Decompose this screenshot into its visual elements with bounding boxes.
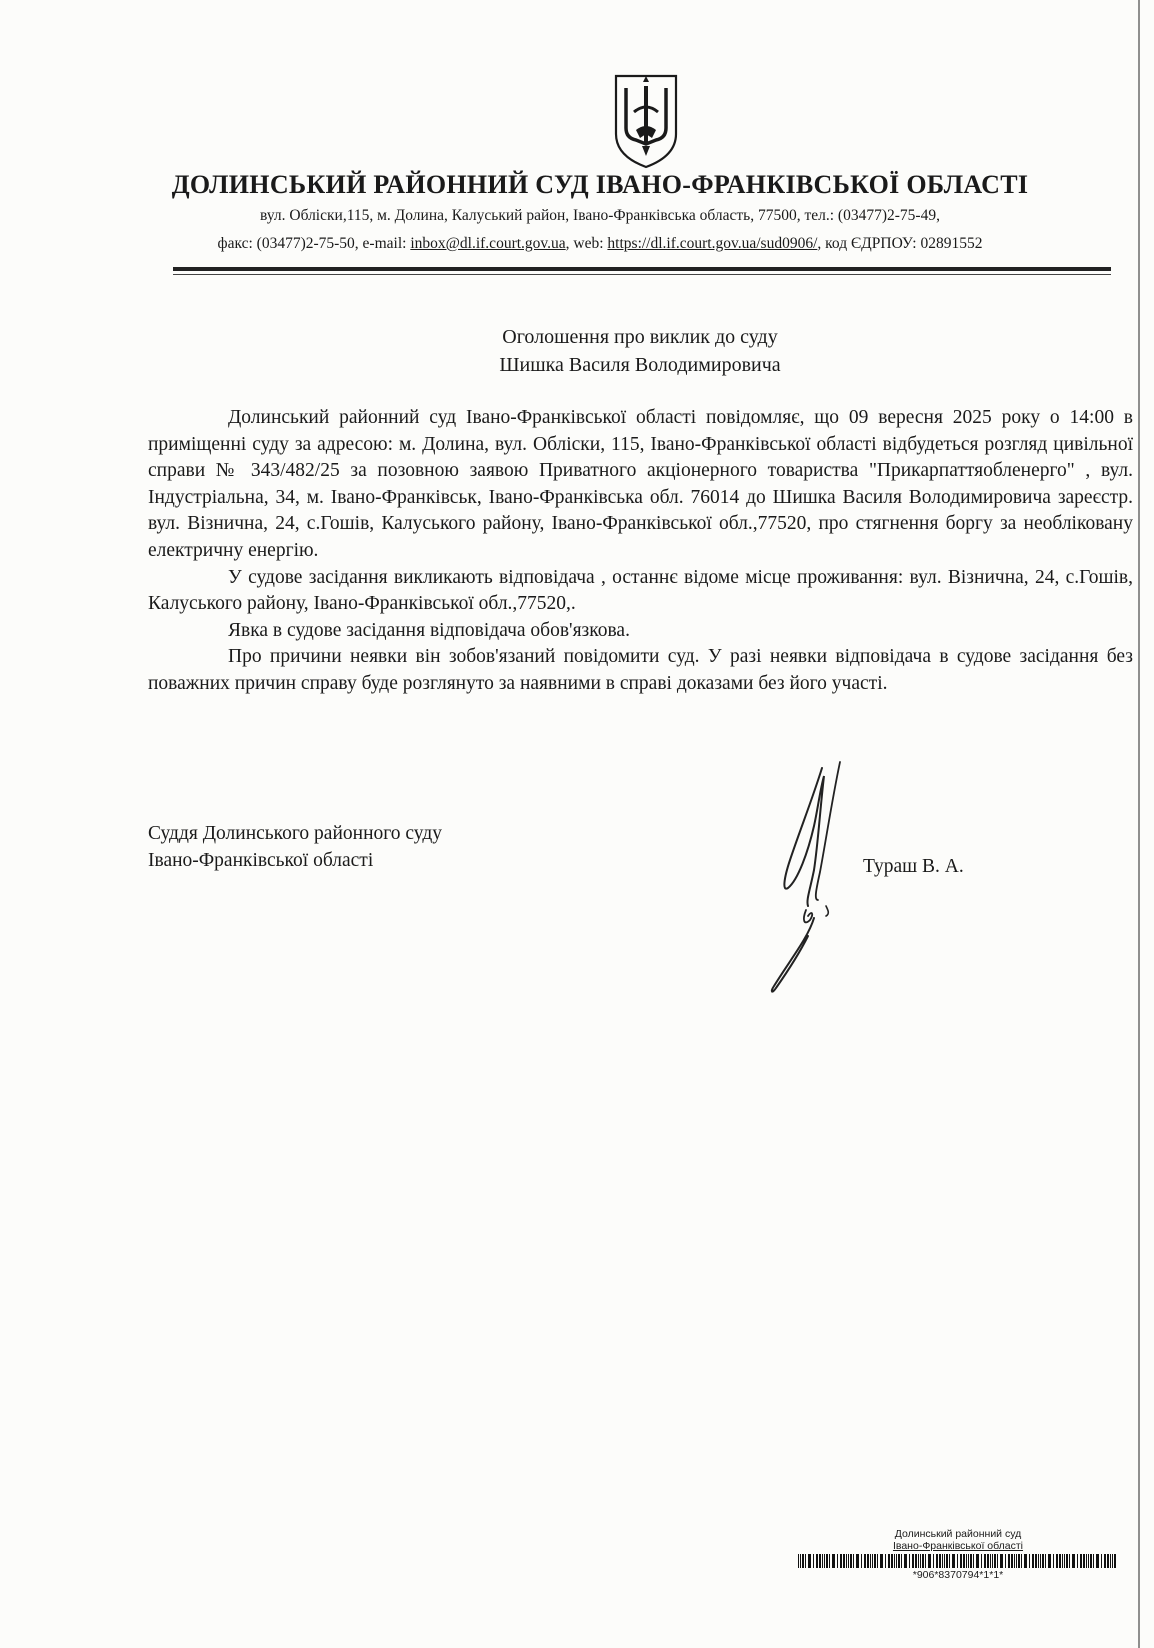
barcode-bar — [1016, 1554, 1017, 1568]
scan-edge-line — [1138, 0, 1140, 1648]
barcode-bar — [816, 1554, 818, 1568]
barcode-bar — [898, 1554, 900, 1568]
barcode-bar — [949, 1554, 950, 1568]
barcode-bar — [960, 1554, 962, 1568]
barcode-bar — [896, 1554, 897, 1568]
barcode-bar — [798, 1554, 799, 1568]
barcode-bar — [1093, 1554, 1094, 1568]
barcode-bar — [894, 1554, 895, 1568]
barcode-bar — [867, 1554, 869, 1568]
court-title: ДОЛИНСЬКИЙ РАЙОННИЙ СУД ІВАНО-ФРАНКІВСЬКОЇ ОБЛАСТІ — [171, 170, 1029, 199]
judge-name: Тураш В. А. — [863, 856, 964, 877]
header-divider — [173, 267, 1111, 271]
barcode-bar — [805, 1554, 806, 1568]
barcode-bar — [1059, 1554, 1061, 1568]
court-contacts — [130, 235, 1070, 253]
notice-person-name: Шишка Василя Володимировича — [499, 354, 781, 376]
paragraph-absence: Про причини неявки він зобов'язаний повідомити суд. У разі неявки відповідача в судове засідання без поважних причин справу буде розглянуто за наявними в справі доказами без його участі. — [148, 646, 1133, 694]
barcode-bar — [1038, 1554, 1039, 1568]
barcode-bar — [944, 1554, 945, 1568]
edrpou-code: , код ЄДРПОУ: 02891552 — [817, 235, 983, 252]
barcode-bar — [1053, 1554, 1054, 1568]
barcode-bar — [813, 1554, 814, 1568]
barcode-bar — [997, 1554, 998, 1568]
barcode-bar — [850, 1554, 852, 1568]
notice-body — [148, 405, 1133, 698]
barcode-bar — [829, 1554, 830, 1568]
barcode-bar — [1048, 1554, 1051, 1568]
barcode-bar — [864, 1554, 866, 1568]
judge-position-line1: Суддя Долинського районного суду — [148, 823, 442, 844]
web-label: , web: — [565, 235, 608, 252]
barcode-bar — [939, 1554, 941, 1568]
barcode-bar — [925, 1554, 926, 1568]
barcode-bar — [856, 1554, 859, 1568]
barcode-bar — [1032, 1554, 1034, 1568]
barcode-bar — [1072, 1554, 1075, 1568]
barcode-bar — [846, 1554, 847, 1568]
barcode-bar — [968, 1554, 969, 1568]
barcode-bar — [928, 1554, 931, 1568]
barcode-bar — [990, 1554, 991, 1568]
registration-stamp — [798, 1528, 1118, 1581]
barcode-bar — [837, 1554, 838, 1568]
barcode-bar — [808, 1554, 811, 1568]
barcode-bar — [909, 1554, 910, 1568]
barcode-bar — [981, 1554, 982, 1568]
barcode-bar — [1040, 1554, 1041, 1568]
barcode-bar — [872, 1554, 873, 1568]
barcode-bar — [920, 1554, 921, 1568]
barcode-bar — [984, 1554, 986, 1568]
barcode-bar — [1083, 1554, 1085, 1568]
barcode-bar — [885, 1554, 886, 1568]
barcode-bar — [826, 1554, 828, 1568]
barcode-bar — [853, 1554, 854, 1568]
barcode-bar — [800, 1554, 801, 1568]
barcode-bar — [970, 1554, 972, 1568]
barcode-bar — [994, 1554, 996, 1568]
barcode-bar — [1008, 1554, 1010, 1568]
barcode-bar — [957, 1554, 958, 1568]
barcode-bar — [880, 1554, 883, 1568]
barcode-bar — [942, 1554, 943, 1568]
barcode-bar — [874, 1554, 876, 1568]
barcode-bar — [1000, 1554, 1003, 1568]
barcode-bar — [1101, 1554, 1102, 1568]
barcode-bar — [888, 1554, 890, 1568]
barcode-bar — [1096, 1554, 1099, 1568]
barcode-bar — [832, 1554, 835, 1568]
barcode-bar — [822, 1554, 823, 1568]
judge-position-line2: Івано-Франківської області — [148, 850, 374, 871]
court-address: вул. Обліски,115, м. Долина, Калуський район, Івано-Франківська область, 77500, тел.: (03477)2-75-49, — [260, 207, 940, 224]
barcode-bar — [987, 1554, 989, 1568]
barcode-bar — [1021, 1554, 1022, 1568]
barcode-bar — [1014, 1554, 1015, 1568]
barcode-bar — [1045, 1554, 1046, 1568]
coat-of-arms-icon — [612, 72, 680, 170]
barcode-bar — [877, 1554, 878, 1568]
barcode-bar — [1011, 1554, 1013, 1568]
barcode-bar — [1066, 1554, 1068, 1568]
stamp-court-line: Долинський районний суд — [894, 1528, 1022, 1540]
barcode-bar — [1064, 1554, 1065, 1568]
fax-label: факс: (03477)2-75-50, e-mail: — [217, 235, 411, 252]
barcode-bar — [1042, 1554, 1044, 1568]
paragraph-hearing: Долинський районний суд Івано-Франківської області повідомляє, що 09 вересня 2025 року о 14:00 в приміщенні суду за адресою: м. Долина, вул. Обліски, 115, Івано-Франківської області відбудеться розгляд цивільної справи № 343/482/25 за позовною заявою Приватного акціонерного товариства "Прикарпаттяобленерго" , вул. Індустріальна, 34, м. Івано-Франківськ, Івано-Франківська обл. 76014 до Шишка Василя Володимировича зареєстр. вул. Візнична, 24, с.Гошів, Калуського району, Івано-Франківської обл.,77520, про стягнення боргу за необліковану електричну енергію. — [148, 407, 1133, 561]
barcode-bar — [891, 1554, 893, 1568]
barcode-bar — [901, 1554, 902, 1568]
barcode-bar — [918, 1554, 919, 1568]
judge-position — [148, 820, 442, 874]
barcode — [798, 1554, 1118, 1568]
barcode-bar — [1005, 1554, 1006, 1568]
barcode-bar — [1110, 1554, 1111, 1568]
barcode-bar — [936, 1554, 938, 1568]
barcode-bar — [1088, 1554, 1089, 1568]
barcode-bar — [1080, 1554, 1082, 1568]
barcode-bar — [1107, 1554, 1109, 1568]
barcode-bar — [1018, 1554, 1020, 1568]
barcode-bar — [1069, 1554, 1070, 1568]
barcode-bar — [1077, 1554, 1078, 1568]
barcode-bar — [915, 1554, 917, 1568]
barcode-bar — [824, 1554, 825, 1568]
barcode-bar — [802, 1554, 804, 1568]
barcode-bar — [1104, 1554, 1106, 1568]
barcode-bar — [1112, 1554, 1113, 1568]
web-link[interactable]: https://dl.if.court.gov.ua/sud0906/ — [607, 235, 818, 252]
barcode-bar — [1056, 1554, 1058, 1568]
handwritten-signature — [760, 760, 875, 1000]
barcode-bar — [933, 1554, 934, 1568]
barcode-bar — [973, 1554, 974, 1568]
email-link[interactable]: inbox@dl.if.court.gov.ua — [410, 235, 566, 252]
notice-title: Оголошення про виклик до суду — [502, 326, 778, 348]
header-divider-thin — [173, 274, 1111, 275]
barcode-number: *906*8370794*1*1* — [912, 1569, 1004, 1581]
barcode-bar — [843, 1554, 845, 1568]
barcode-bar — [912, 1554, 914, 1568]
paragraph-summons: У судове засідання викликають відповідача , останнє відоме місце проживання: вул. Візнична, 24, с.Гошів, Калуського району, Івано-Франківської обл.,77520,. — [148, 566, 1133, 615]
paragraph-attendance: Явка в судове засідання відповідача обов'язкова. — [228, 619, 630, 641]
barcode-bar — [946, 1554, 948, 1568]
barcode-bar — [922, 1554, 924, 1568]
barcode-bar — [870, 1554, 871, 1568]
barcode-bar — [1114, 1554, 1116, 1568]
barcode-bar — [966, 1554, 967, 1568]
barcode-bar — [904, 1554, 907, 1568]
barcode-bar — [1024, 1554, 1027, 1568]
stamp-region-line: Івано-Франківської області — [892, 1540, 1024, 1552]
barcode-bar — [848, 1554, 849, 1568]
barcode-bar — [819, 1554, 821, 1568]
barcode-bar — [840, 1554, 842, 1568]
barcode-bar — [963, 1554, 965, 1568]
barcode-bar — [1090, 1554, 1092, 1568]
barcode-bar — [1086, 1554, 1087, 1568]
barcode-bar — [1029, 1554, 1030, 1568]
barcode-bar — [976, 1554, 979, 1568]
barcode-bar — [1035, 1554, 1037, 1568]
barcode-bar — [1062, 1554, 1063, 1568]
barcode-bar — [861, 1554, 862, 1568]
barcode-bar — [952, 1554, 955, 1568]
barcode-bar — [992, 1554, 993, 1568]
